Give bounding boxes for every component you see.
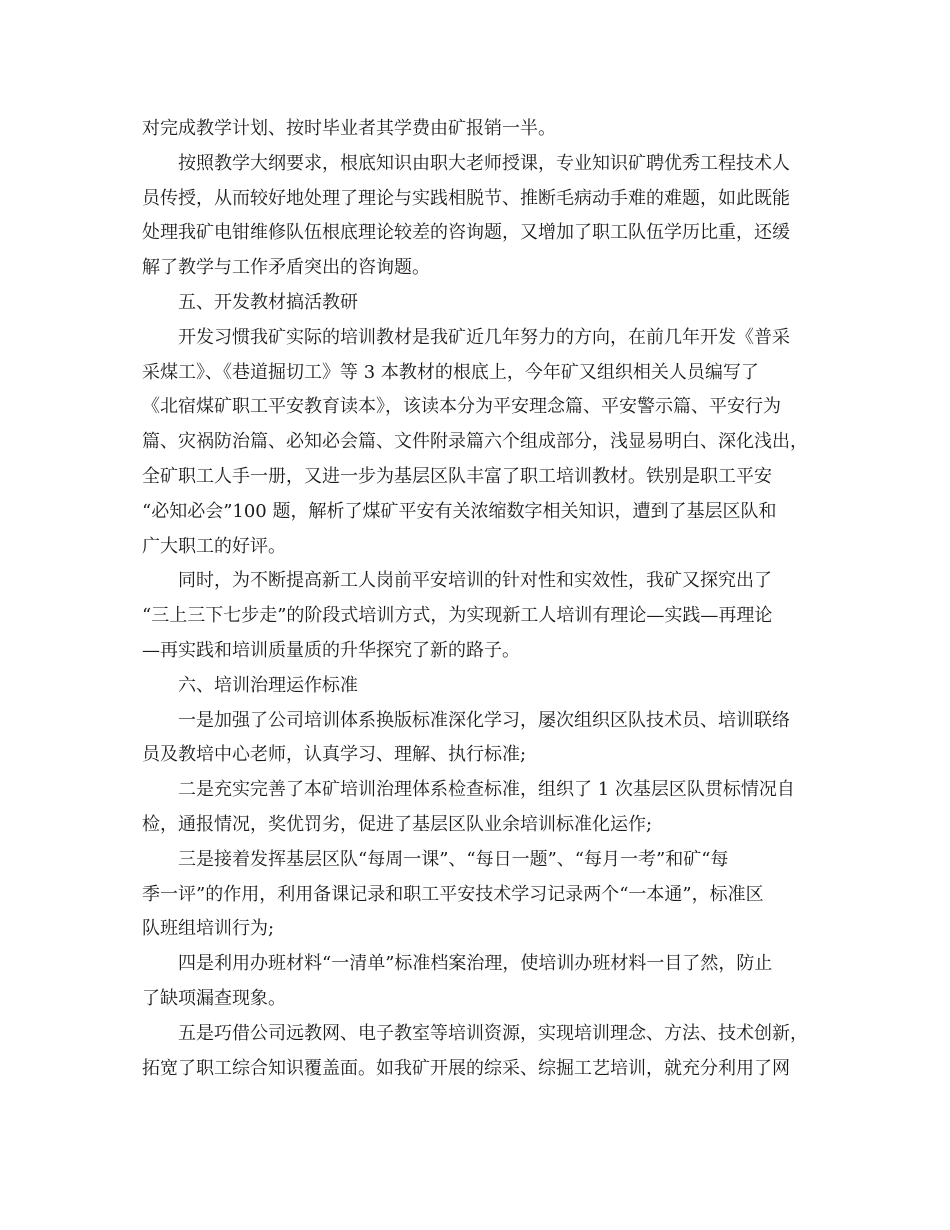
text-line: 同时，为不断提高新工人岗前平安培训的针对性和实效性，我矿又探究出了 [178,570,772,592]
text-line: 四是利用办班材料“一清单”标准档案治理，使培训办班材料一目了然，防止 [178,953,773,975]
text-line: —再实践和培训质量质的升华探究了新的路子。 [142,639,520,661]
text-line: 检，通报情况，奖优罚劣，促进了基层区队业余培训标准化运作; [142,813,653,835]
text-line: 全矿职工人手一册，又进一步为基层区队丰富了职工培训教材。铁别是职工平安 [142,465,772,487]
text-line: 队班组培训行为; [142,918,275,940]
text-line: 篇、灾祸防治篇、必知必会篇、文件附录篇六个组成部分，浅显易明白、深化浅出， [142,431,808,453]
text-line: 采煤工》、《巷道掘切工》等 3 本教材的根底上，今年矿又组织相关人员编写了 [142,361,759,383]
text-line: 对完成教学计划、按时毕业者其学费由矿报销一半。 [142,118,556,139]
text-line: 了缺项漏查现象。 [142,987,286,1009]
text-line: 处理我矿电钳维修队伍根底理论较差的咨询题，又增加了职工队伍学历比重，还缓 [142,222,790,244]
text-line: 员及教培中心老师，认真学习、理解、执行标准; [142,744,527,766]
text-line: 解了教学与工作矛盾突出的咨询题。 [142,257,430,279]
document-body [142,112,822,1086]
text-line: 拓宽了职工综合知识覆盖面。如我矿开展的综采、综掘工艺培训，就充分利用了网 [142,1057,790,1079]
section-heading: 五、开发教材搞活教研 [178,291,358,313]
text-line: 三是接着发挥基层区队“每周一课”、“每日一题”、“每月一考”和矿“每 [178,848,729,870]
text-line: 五是巧借公司远教网、电子教室等培训资源，实现培训理念、方法、技术创新， [178,1022,808,1044]
text-line: 二是充实完善了本矿培训治理体系检查标准，组织了 1 次基层区队贯标情况自 [178,779,795,801]
text-line: 员传授，从而较好地处理了理论与实践相脱节、推断毛病动手难的难题，如此既能 [142,187,790,209]
text-line: “必知必会”100 题，解析了煤矿平安有关浓缩数字相关知识，遭到了基层区队和 [142,500,777,522]
text-line: 按照教学大纲要求，根底知识由职大老师授课，专业知识矿聘优秀工程技术人 [178,152,790,174]
section-heading: 六、培训治理运作标准 [178,674,358,696]
text-line: 广大职工的好评。 [142,535,286,557]
text-line: 一是加强了公司培训体系换版标准深化学习，屡次组织区队技术员、培训联络 [178,709,790,731]
text-line: 开发习惯我矿实际的培训教材是我矿近几年努力的方向，在前几年开发《普采 [178,326,790,348]
text-line: 季一评”的作用，利用备课记录和职工平安技术学习记录两个“一本通”，标准区 [142,883,764,905]
text-line: “三上三下七步走”的阶段式培训方式，为实现新工人培训有理论—实践—再理论 [142,605,773,627]
text-line: 《北宿煤矿职工平安教育读本》，该读本分为平安理念篇、平安警示篇、平安行为 [142,396,781,418]
